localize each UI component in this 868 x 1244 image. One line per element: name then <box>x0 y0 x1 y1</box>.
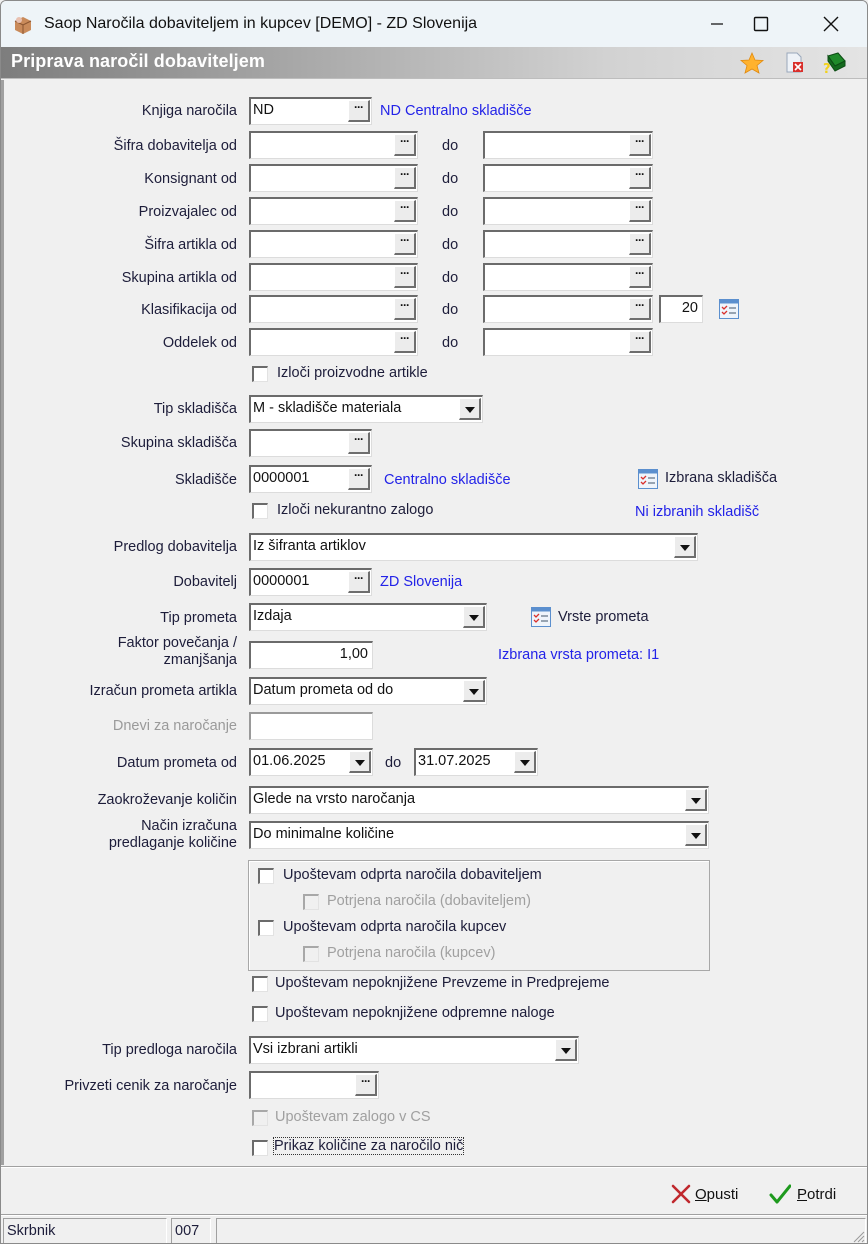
zaokrozevanje-value: Glede na vrsto naročanja <box>253 791 416 807</box>
izracun-prometa-select[interactable] <box>249 677 487 705</box>
tip-predloga-value: Vsi izbrani artikli <box>253 1041 358 1057</box>
privzeti-cenik-label: Privzeti cenik za naročanje <box>64 1078 237 1094</box>
range-3-do-label: do <box>442 237 459 253</box>
nacin-izracuna-label-line1: Način izračuna <box>141 818 237 834</box>
skladisce-label: Skladišče <box>174 472 237 488</box>
range-2-from-browse-button[interactable]: ··· <box>394 200 416 222</box>
range-2-label: Proizvajalec od <box>138 204 237 220</box>
close-document-icon[interactable] <box>783 52 807 74</box>
dobavitelj-input[interactable] <box>249 568 372 596</box>
faktor-label-line1: Faktor povečanja / <box>117 635 237 651</box>
form-title: Priprava naročil dobaviteljem <box>11 51 265 71</box>
range-3-from-browse-button[interactable]: ··· <box>394 233 416 255</box>
faktor-label <box>118 635 237 669</box>
nacin-izracuna-label <box>109 818 237 852</box>
chevron-down-icon[interactable] <box>463 680 485 702</box>
range-2-to-browse-button[interactable]: ··· <box>629 200 651 222</box>
privzeti-cenik-browse-button[interactable]: ··· <box>355 1074 377 1096</box>
prikaz-kolicine-label: Prikaz količine za naročilo nič <box>274 1138 464 1154</box>
klasifikacija-level-input[interactable] <box>659 295 703 323</box>
tip-predloga-label: Tip predloga naročila <box>102 1042 237 1058</box>
potrjena-dobaviteljem-checkbox[interactable] <box>303 894 319 910</box>
skladisce-value: 0000001 <box>253 470 310 486</box>
cancel-button[interactable] <box>671 1184 738 1204</box>
confirm-mnemonic: P <box>797 1185 808 1203</box>
zaloga-cs-label: Upoštevam zalogo v CS <box>275 1109 431 1125</box>
datum-do-label: do <box>385 755 402 771</box>
checklist-icon[interactable] <box>638 469 658 489</box>
dnevi-input[interactable] <box>249 712 373 740</box>
range-1-to-browse-button[interactable]: ··· <box>629 167 651 189</box>
range-4-label: Skupina artikla od <box>121 270 237 286</box>
nacin-izracuna-select[interactable] <box>249 821 709 849</box>
zaokrozevanje-label: Zaokroževanje količin <box>97 792 237 808</box>
svg-text:?: ? <box>823 62 831 74</box>
range-3-to-input[interactable] <box>483 230 653 258</box>
potrjena-kupcev-label: Potrjena naročila (kupcev) <box>327 945 496 961</box>
knjiga-input[interactable] <box>249 97 372 125</box>
skupina-skladisca-label: Skupina skladišča <box>120 435 237 451</box>
izloci-proizvodne-label: Izloči proizvodne artikle <box>277 365 428 381</box>
chevron-down-icon[interactable] <box>685 824 707 846</box>
checklist-icon[interactable] <box>531 607 551 627</box>
chevron-down-icon[interactable] <box>459 398 481 420</box>
zaokrozevanje-select[interactable] <box>249 786 709 814</box>
zaloga-cs-checkbox[interactable] <box>252 1110 268 1126</box>
predlog-dobavitelja-value: Iz šifranta artiklov <box>253 538 366 554</box>
dnevi-label: Dnevi za naročanje <box>112 718 237 734</box>
odprta-kupcev-label: Upoštevam odprta naročila kupcev <box>283 919 507 935</box>
izloci-proizvodne-checkbox[interactable] <box>252 366 268 382</box>
confirm-label-rest: otrdi <box>807 1185 837 1203</box>
odprta-dobaviteljem-checkbox[interactable] <box>258 868 274 884</box>
range-3-to-browse-button[interactable]: ··· <box>629 233 651 255</box>
datum-od-input[interactable] <box>249 748 373 776</box>
confirm-button[interactable] <box>769 1184 836 1204</box>
range-6-to-input[interactable] <box>483 328 653 356</box>
range-1-do-label: do <box>442 171 459 187</box>
tip-skladisca-value: M - skladišče materiala <box>253 400 402 416</box>
datum-do-value: 31.07.2025 <box>418 753 491 769</box>
range-2-to-input[interactable] <box>483 197 653 225</box>
range-1-from-browse-button[interactable]: ··· <box>394 167 416 189</box>
dobavitelj-label: Dobavitelj <box>173 574 237 590</box>
tip-prometa-value: Izdaja <box>253 608 292 624</box>
faktor-value: 1,00 <box>339 646 368 662</box>
cancel-label-rest: pusti <box>706 1185 739 1203</box>
confirm-check-icon <box>769 1184 791 1204</box>
help-book-icon[interactable] <box>822 52 846 74</box>
range-4-do-label: do <box>442 270 459 286</box>
chevron-down-icon[interactable] <box>674 536 696 558</box>
cancel-x-icon <box>671 1184 691 1204</box>
range-4-from-browse-button[interactable]: ··· <box>394 266 416 288</box>
range-5-label: Klasifikacija od <box>141 302 237 318</box>
vrste-prometa-button[interactable]: Vrste prometa <box>558 609 649 625</box>
knjiga-label: Knjiga naročila <box>141 103 237 119</box>
tip-prometa-select[interactable] <box>249 603 487 631</box>
izracun-prometa-label: Izračun prometa artikla <box>89 683 237 699</box>
faktor-input[interactable] <box>249 641 373 669</box>
izbrana-skladisca-button[interactable]: Izbrana skladišča <box>665 470 778 486</box>
maximize-button[interactable] <box>727 1 795 47</box>
chevron-down-icon[interactable] <box>685 789 707 811</box>
nepoknjizene-prevzeme-checkbox[interactable] <box>252 976 268 992</box>
range-4-to-input[interactable] <box>483 263 653 291</box>
knjiga-value: ND <box>253 102 274 118</box>
range-1-label: Konsignant od <box>144 171 237 187</box>
status-separator <box>1 1214 867 1216</box>
calendar-dropdown-icon[interactable] <box>514 751 536 773</box>
dobavitelj-browse-button[interactable]: ··· <box>348 571 370 593</box>
range-3-label: Šifra artikla od <box>144 237 237 253</box>
odprta-kupcev-checkbox[interactable] <box>258 920 274 936</box>
predlog-dobavitelja-label: Predlog dobavitelja <box>113 539 237 555</box>
nepoknjizene-odpremne-checkbox[interactable] <box>252 1006 268 1022</box>
odprta-dobaviteljem-label: Upoštevam odprta naročila dobaviteljem <box>283 867 542 883</box>
status-user: Skrbnik <box>3 1218 167 1243</box>
status-extra <box>216 1218 866 1243</box>
klasifikacija-level-value: 20 <box>681 300 698 316</box>
range-5-to-input[interactable] <box>483 295 653 323</box>
range-0-label: Šifra dobavitelja od <box>113 138 237 154</box>
range-6-from-input[interactable] <box>249 328 418 356</box>
izloci-nekurantno-checkbox[interactable] <box>252 503 268 519</box>
resize-grip-icon[interactable] <box>851 1229 865 1243</box>
skupina-skladisca-browse-button[interactable]: ··· <box>348 432 370 454</box>
range-1-to-input[interactable] <box>483 164 653 192</box>
range-6-do-label: do <box>442 335 459 351</box>
datum-od-value: 01.06.2025 <box>253 753 326 769</box>
datum-do-input[interactable] <box>414 748 538 776</box>
skladisce-input[interactable] <box>249 465 372 493</box>
vrste-prometa-status: Izbrana vrsta prometa: I1 <box>498 647 660 663</box>
favorite-star-icon[interactable] <box>740 52 764 74</box>
range-5-to-browse-button[interactable]: ··· <box>629 298 651 320</box>
knjiga-description: ND Centralno skladišče <box>380 103 532 119</box>
range-0-to-browse-button[interactable]: ··· <box>629 134 651 156</box>
range-0-do-label: do <box>442 138 459 154</box>
potrjena-dobaviteljem-label: Potrjena naročila (dobaviteljem) <box>327 893 531 909</box>
nepoknjizene-prevzeme-label: Upoštevam nepoknjižene Prevzeme in Predprejeme <box>275 975 610 991</box>
range-0-from-input[interactable] <box>249 131 418 159</box>
checklist-icon[interactable] <box>719 299 739 319</box>
tip-skladisca-select[interactable] <box>249 395 483 423</box>
skupina-skladisca-input[interactable] <box>249 429 372 457</box>
nacin-izracuna-label-line2: predlaganje količine <box>108 835 237 851</box>
range-1-from-input[interactable] <box>249 164 418 192</box>
app-box-icon <box>12 13 34 35</box>
izbrana-skladisca-status: Ni izbranih skladišč <box>635 504 760 520</box>
datum-prometa-label: Datum prometa od <box>116 755 237 771</box>
status-code: 007 <box>171 1218 211 1243</box>
privzeti-cenik-input[interactable] <box>249 1071 379 1099</box>
range-6-to-browse-button[interactable]: ··· <box>629 331 651 353</box>
form-header <box>1 47 867 79</box>
range-6-from-browse-button[interactable]: ··· <box>394 331 416 353</box>
chevron-down-icon[interactable] <box>463 606 485 628</box>
tip-skladisca-label: Tip skladišča <box>153 401 237 417</box>
potrjena-kupcev-checkbox[interactable] <box>303 946 319 962</box>
status-bar <box>1 1218 867 1244</box>
range-5-from-browse-button[interactable]: ··· <box>394 298 416 320</box>
dobavitelj-value: 0000001 <box>253 573 310 589</box>
tip-prometa-label: Tip prometa <box>160 610 237 626</box>
range-5-from-input[interactable] <box>249 295 418 323</box>
chevron-down-icon[interactable] <box>555 1039 577 1061</box>
knjiga-browse-button[interactable]: ··· <box>348 100 370 122</box>
skladisce-description: Centralno skladišče <box>384 472 511 488</box>
range-2-from-input[interactable] <box>249 197 418 225</box>
range-2-do-label: do <box>442 204 459 220</box>
tip-predloga-select[interactable] <box>249 1036 579 1064</box>
range-0-to-input[interactable] <box>483 131 653 159</box>
nepoknjizene-odpremne-label: Upoštevam nepoknjižene odpremne naloge <box>275 1005 555 1021</box>
calendar-dropdown-icon[interactable] <box>349 751 371 773</box>
prikaz-kolicine-checkbox[interactable] <box>252 1140 268 1156</box>
close-button[interactable] <box>797 1 865 47</box>
range-6-label: Oddelek od <box>162 335 237 351</box>
nacin-izracuna-value: Do minimalne količine <box>253 826 395 842</box>
range-4-to-browse-button[interactable]: ··· <box>629 266 651 288</box>
predlog-dobavitelja-select[interactable] <box>249 533 698 561</box>
range-5-do-label: do <box>442 302 459 318</box>
range-3-from-input[interactable] <box>249 230 418 258</box>
action-separator <box>1 1166 867 1168</box>
cancel-mnemonic: O <box>695 1185 707 1203</box>
skladisce-browse-button[interactable]: ··· <box>348 468 370 490</box>
faktor-label-line2: zmanjšanja <box>163 652 237 668</box>
izloci-nekurantno-label: Izloči nekurantno zalogo <box>277 502 434 518</box>
title-bar <box>1 1 867 47</box>
dobavitelj-description: ZD Slovenija <box>380 574 463 590</box>
range-4-from-input[interactable] <box>249 263 418 291</box>
izracun-prometa-value: Datum prometa od do <box>253 682 394 698</box>
window-title: Saop Naročila dobaviteljem in kupcev [DEMO] - ZD Slovenija <box>44 15 478 32</box>
range-0-from-browse-button[interactable]: ··· <box>394 134 416 156</box>
